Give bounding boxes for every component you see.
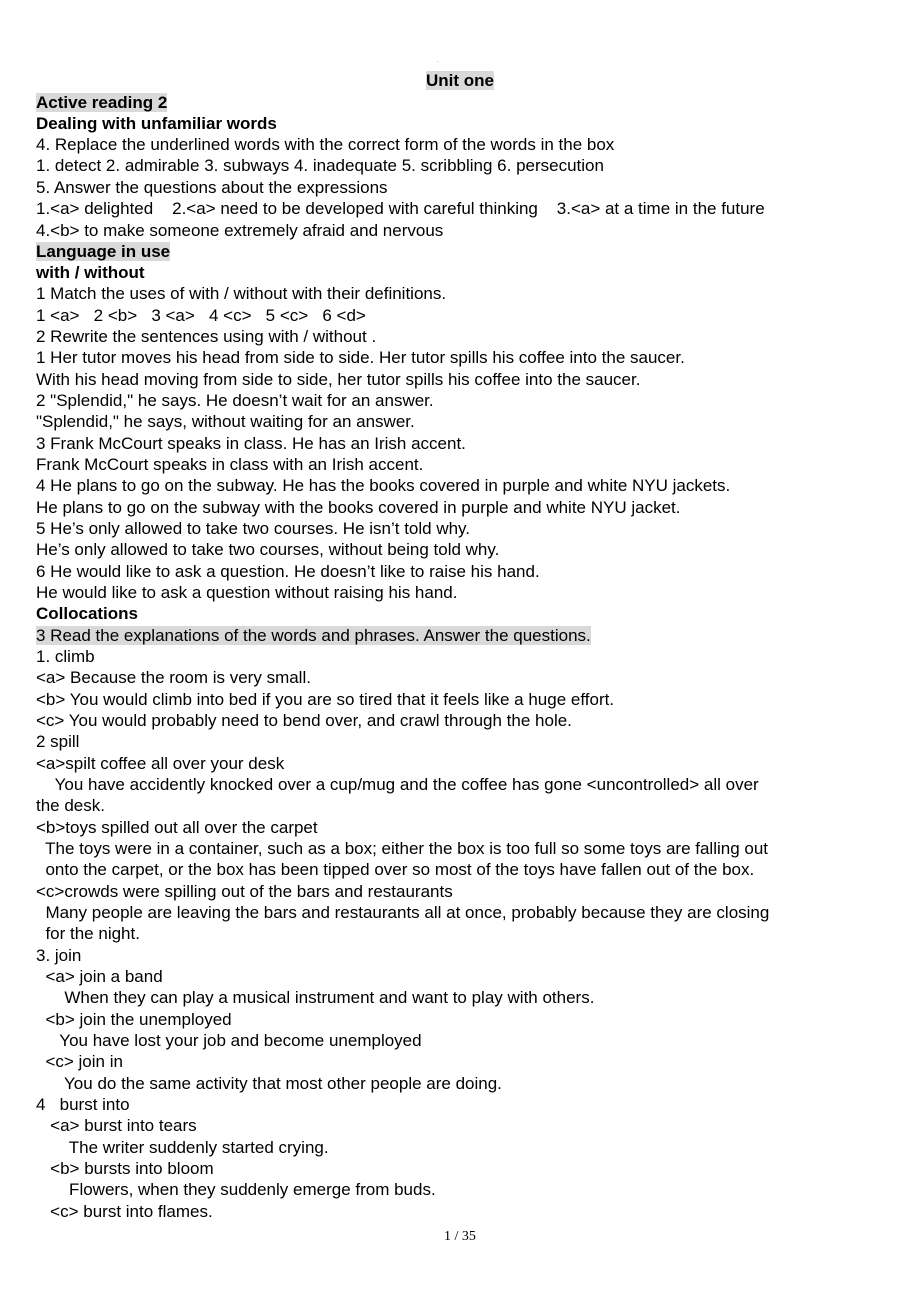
text-line: The toys were in a container, such as a box; either the box is too full so some toys are falling out (36, 839, 769, 858)
text-line: 6 He would like to ask a question. He doesn’t like to raise his hand. (36, 562, 540, 581)
text-line: <b>toys spilled out all over the carpet (36, 818, 318, 837)
text-line: You do the same activity that most other people are doing. (36, 1074, 502, 1093)
text-line: 2 "Splendid," he says. He doesn’t wait for an answer. (36, 391, 434, 410)
text-line: Many people are leaving the bars and restaurants all at once, probably because they are closing (36, 903, 770, 922)
text-line: 4.<b> to make someone extremely afraid and nervous (36, 221, 444, 240)
section-heading-active-reading (36, 92, 900, 113)
text-line: 1 Match the uses of with / without with their definitions. (36, 284, 447, 303)
text-line: for the night. (36, 924, 140, 943)
text-line: the desk. (36, 796, 105, 815)
text-line: "Splendid," he says, without waiting for an answer. (36, 412, 415, 431)
subheading-collocations: Collocations (36, 604, 139, 623)
text-line: 1 <a> 2 <b> 3 <a> 4 <c> 5 <c> 6 <d> (36, 306, 366, 325)
text-line: He’s only allowed to take two courses, without being told why. (36, 540, 500, 559)
subheading-with-without: with / without (36, 263, 145, 282)
text-line: 5. Answer the questions about the expressions (36, 178, 388, 197)
text-line: 1. climb (36, 647, 95, 666)
text-line: You have accidently knocked over a cup/mug and the coffee has gone <uncontrolled> all over (36, 775, 759, 794)
text-line: 5 He’s only allowed to take two courses. He isn’t told why. (36, 519, 471, 538)
text-line: 4 burst into (36, 1095, 130, 1114)
text-line: 2 Rewrite the sentences using with / without . (36, 327, 377, 346)
text-line: <a> join a band (36, 967, 163, 986)
subheading-dealing: Dealing with unfamiliar words (36, 114, 277, 133)
text-line: <b> join the unemployed (36, 1010, 232, 1029)
text-line: <c> burst into flames. (36, 1202, 213, 1221)
section-heading-active-reading-text: Active reading 2 (36, 93, 168, 112)
text-line: <a> burst into tears (36, 1116, 197, 1135)
text-line: Flowers, when they suddenly emerge from buds. (36, 1180, 436, 1199)
text-line: You have lost your job and become unemployed (36, 1031, 422, 1050)
text-line: <b> You would climb into bed if you are so tired that it feels like a huge effort. (36, 690, 615, 709)
text-line: <c> You would probably need to bend over, and crawl through the hole. (36, 711, 572, 730)
text-line: 4 He plans to go on the subway. He has the books covered in purple and white NYU jackets. (36, 476, 731, 495)
page-title-text: Unit one (426, 71, 494, 90)
text-line: 1 Her tutor moves his head from side to side. Her tutor spills his coffee into the saucer. (36, 348, 685, 367)
text-line: <c> join in (36, 1052, 123, 1071)
page-number: 1 / 35 (444, 1229, 476, 1244)
text-line: <a>spilt coffee all over your desk (36, 754, 285, 773)
text-line: <a> Because the room is very small. (36, 668, 311, 687)
section-heading-language-text: Language in use (36, 242, 171, 261)
text-line: When they can play a musical instrument and want to play with others. (36, 988, 595, 1007)
text-line: <c>crowds were spilling out of the bars and restaurants (36, 882, 453, 901)
text-line: He plans to go on the subway with the books covered in purple and white NYU jacket. (36, 498, 681, 517)
text-line: 3. join (36, 946, 82, 965)
text-line: 4. Replace the underlined words with the correct form of the words in the box (36, 135, 615, 154)
text-line: He would like to ask a question without raising his hand. (36, 583, 458, 602)
text-line: 3 Frank McCourt speaks in class. He has an Irish accent. (36, 434, 466, 453)
header-mark: . (437, 58, 439, 64)
text-line: onto the carpet, or the box has been tipped over so most of the toys have fallen out of the box. (36, 860, 755, 879)
text-line: The writer suddenly started crying. (36, 1138, 329, 1157)
text-line: <b> bursts into bloom (36, 1159, 214, 1178)
page-title (0, 70, 920, 91)
text-line: Frank McCourt speaks in class with an Irish accent. (36, 455, 424, 474)
section-heading-language (36, 241, 900, 262)
text-line: 1. detect 2. admirable 3. subways 4. inadequate 5. scribbling 6. persecution (36, 156, 604, 175)
text-line: 2 spill (36, 732, 80, 751)
exercise-heading (36, 625, 900, 646)
exercise-heading-text: 3 Read the explanations of the words and phrases. Answer the questions. (36, 626, 591, 645)
text-line: With his head moving from side to side, her tutor spills his coffee into the saucer. (36, 370, 641, 389)
text-line: 1.<a> delighted 2.<a> need to be developed with careful thinking 3.<a> at a time in the future (36, 199, 765, 218)
